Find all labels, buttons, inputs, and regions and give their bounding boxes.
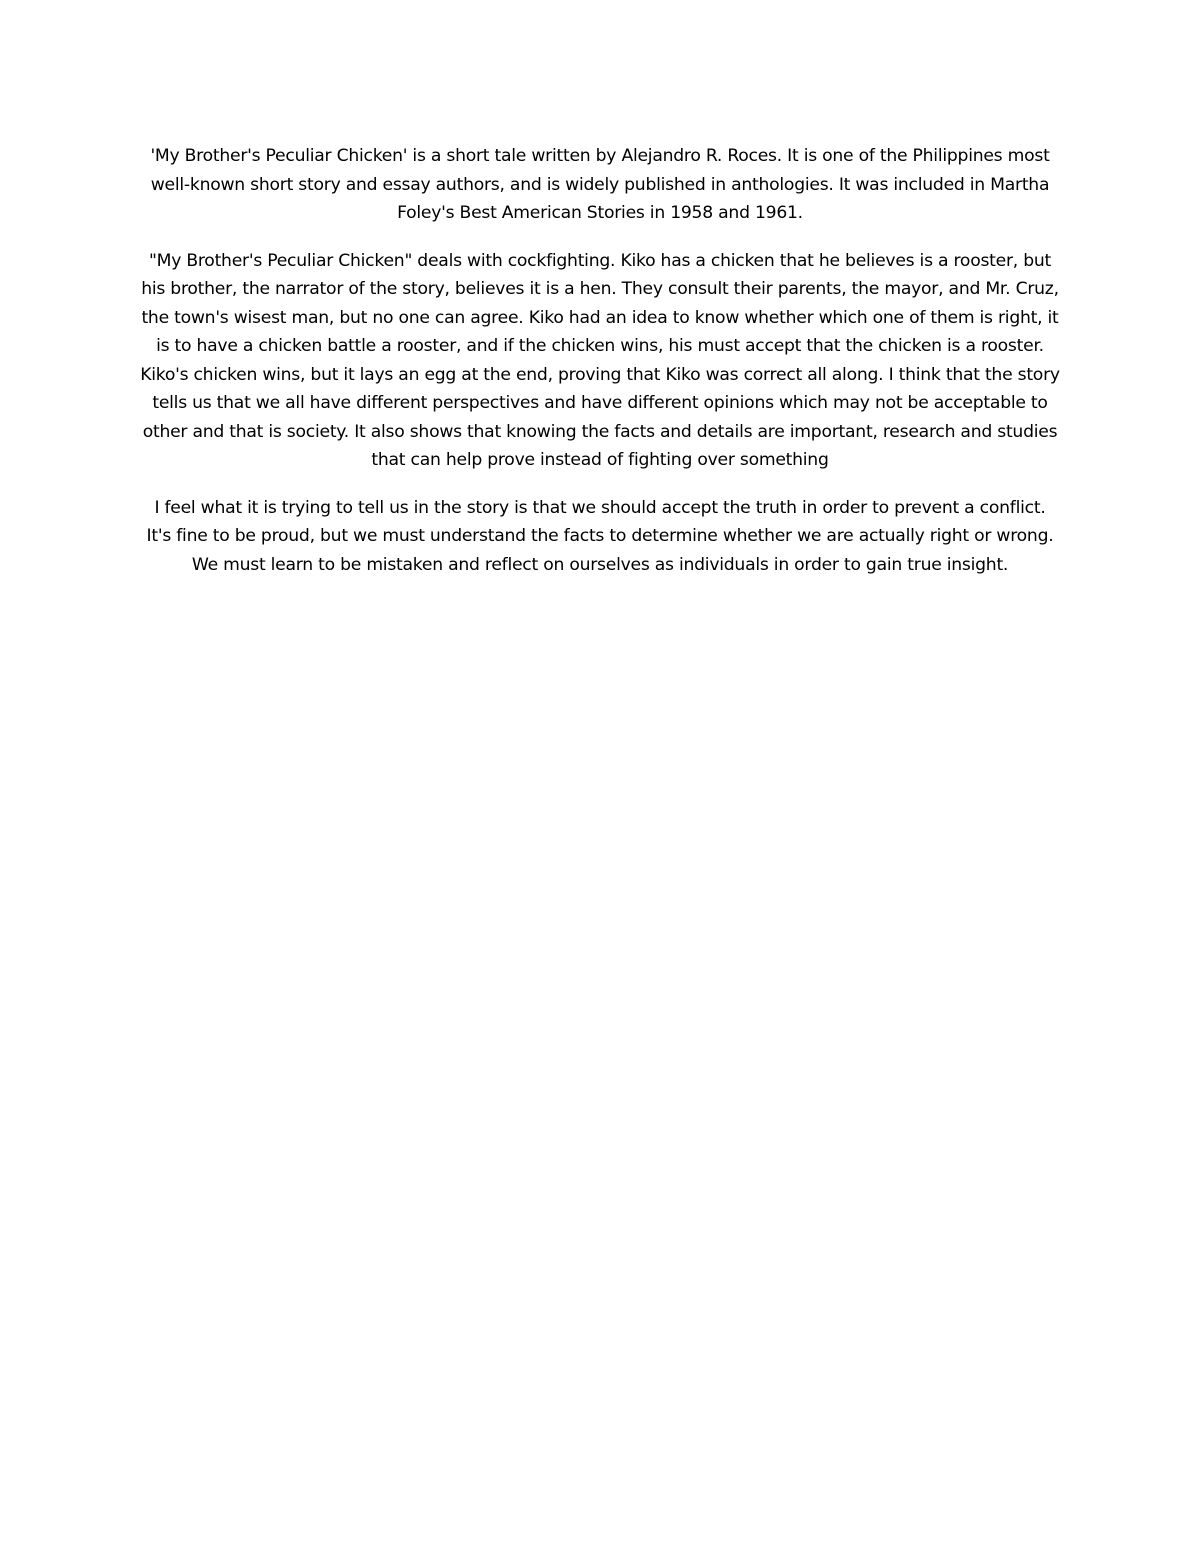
document-body [140,142,1060,598]
paragraph-intro: 'My Brother's Peculiar Chicken' is a short tale written by Alejandro R. Roces. It is one of the Philippines most well-known short story and essay authors, and is widely published in anthologies. It was included in Martha Foley's Best American Stories in 1958 and 1961. [150,146,1050,223]
paragraph-summary: "My Brother's Peculiar Chicken" deals with cockfighting. Kiko has a chicken that he believes is a rooster, but his brother, the narrator of the story, believes it is a hen. They consult their parents, the mayor, and Mr. Cruz, the town's wisest man, but no one can agree. Kiko had an idea to know whether which one of them is right, it is to have a chicken battle a rooster, and if the chicken wins, his must accept that the chicken is a rooster. Kiko's chicken wins, but it lays an egg at the end, proving that Kiko was correct all along. I think that the story tells us that we all have different perspectives and have different opinions which may not be acceptable to other and that is society. It also shows that knowing the facts and details are important, research and studies that can help prove instead of fighting over something [140,250,1060,470]
paragraph-reflection: I feel what it is trying to tell us in the story is that we should accept the truth in order to prevent a conflict. It's fine to be proud, but we must understand the facts to determine whether we are actually right or wrong. We must learn to be mistaken and reflect on ourselves as individuals in order to gain true insight. [146,497,1054,575]
